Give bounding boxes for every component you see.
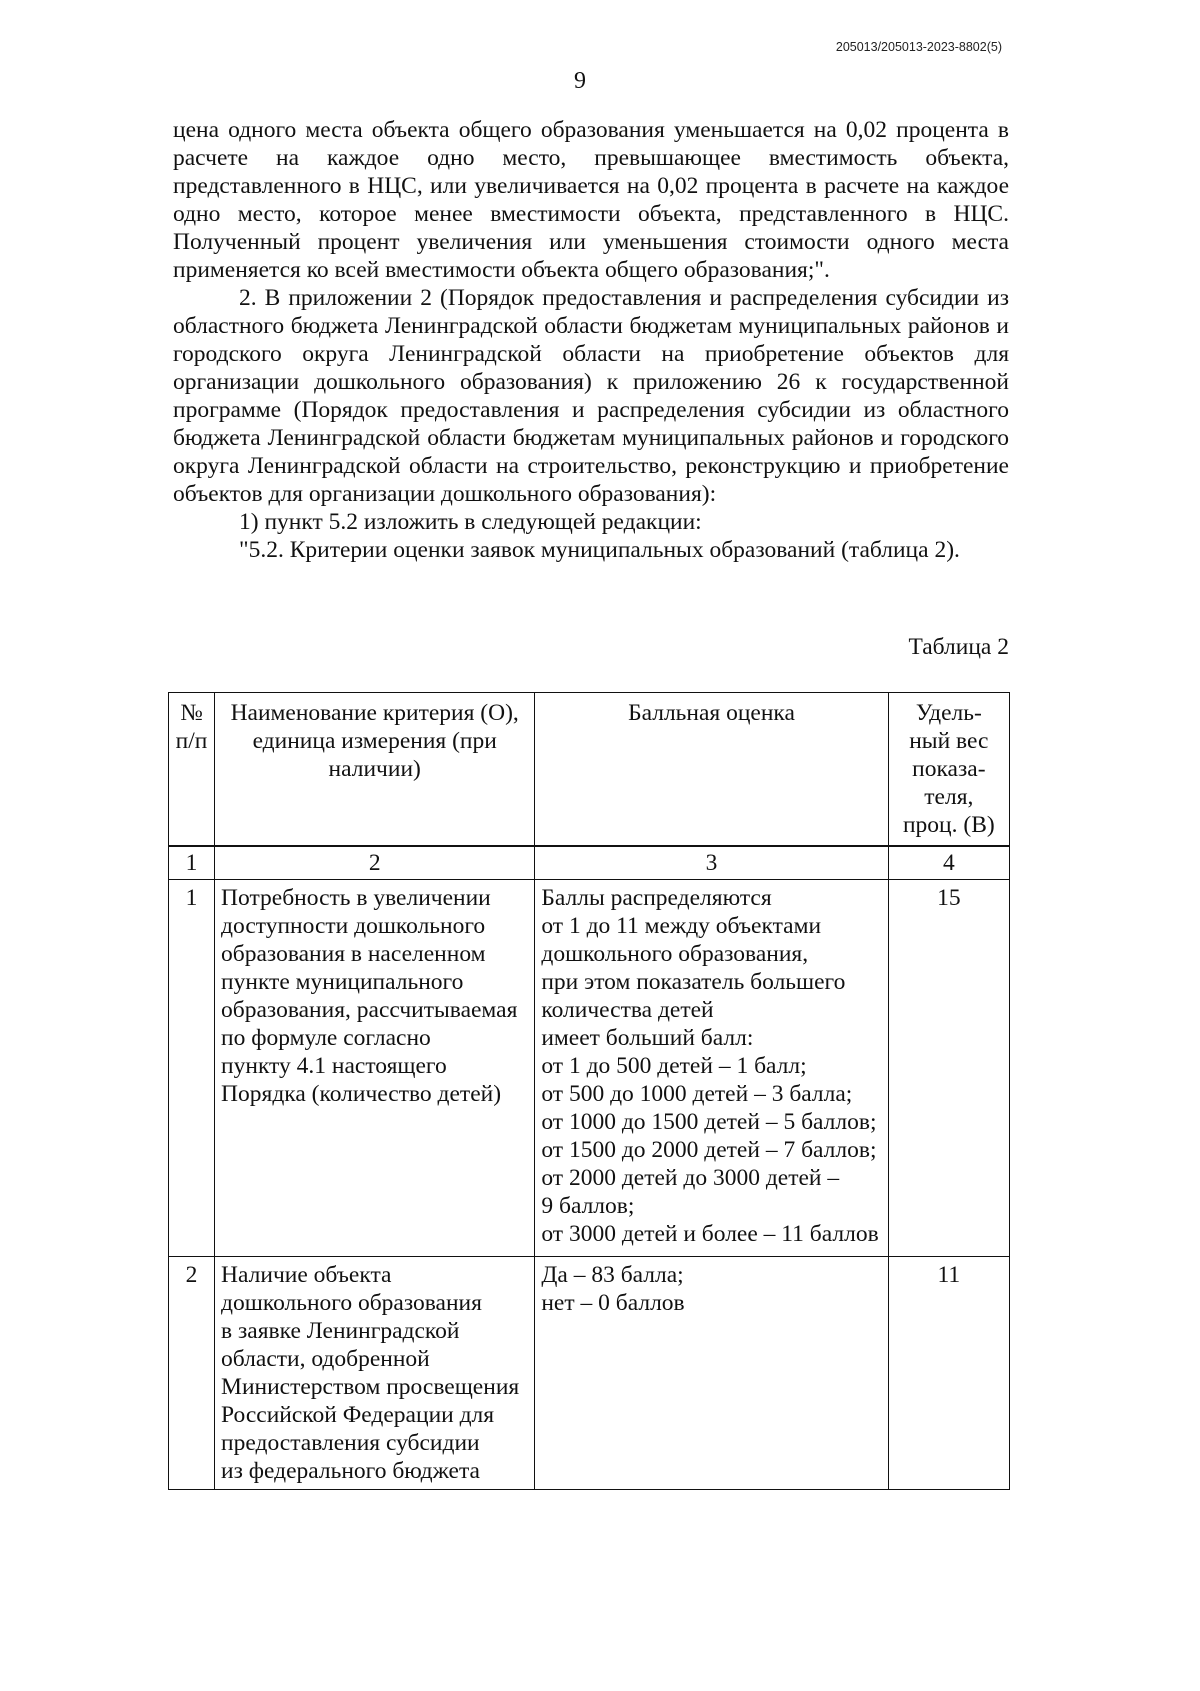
paragraph-appendix-2: 2. В приложении 2 (Порядок предоставления и распределения субсидии из областного бюджета Ленинградской области бюджетам муниципальных районов и городского округа Ленинградской области на приобретение объектов для организации дошкольного образования) к приложению 26 к государственной программе (Порядок предоставления и распределения субсидии из областного бюджета Ленинградской области бюджетам муниципальных районов и городского округа Ленинградской области на строительство, реконструкцию и приобретение объектов для организации дошкольного образования): xyxy=(173,285,1009,507)
table-header-row xyxy=(169,693,1010,847)
score-description: Да – 83 балла; нет – 0 баллов xyxy=(535,1257,888,1490)
document-registration-number: 205013/205013-2023-8802(5) xyxy=(835,40,1002,54)
column-number: 2 xyxy=(215,846,535,880)
table-caption: Таблица 2 xyxy=(908,634,1009,660)
weight-value: 15 xyxy=(888,880,1009,1257)
criterion-name: Потребность в увеличении доступности дошкольного образования в населенном пункте муниципального образования, рассчитываемая по формуле согласно пункту 4.1 настоящего Порядка (количество детей) xyxy=(215,880,535,1257)
header-criterion-name: Наименование критерия (О), единица измерения (при наличии) xyxy=(215,693,535,847)
header-number: № п/п xyxy=(169,693,215,847)
paragraph-item-5-2: "5.2. Критерии оценки заявок муниципальных образований (таблица 2). xyxy=(239,537,960,563)
table-row xyxy=(169,880,1010,1257)
row-number: 1 xyxy=(169,880,215,1257)
header-score: Балльная оценка xyxy=(535,693,888,847)
document-body xyxy=(173,116,1009,564)
criterion-name: Наличие объекта дошкольного образования в заявке Ленинградской области, одобренной Министерством просвещения Российской Федерации для предоставления субсидии из федерального бюджета xyxy=(215,1257,535,1490)
paragraph-item-1: 1) пункт 5.2 изложить в следующей редакции: xyxy=(239,509,702,535)
row-number: 2 xyxy=(169,1257,215,1490)
weight-value: 11 xyxy=(888,1257,1009,1490)
header-weight: Удель- ный вес показа- теля, проц. (В) xyxy=(888,693,1009,847)
score-description: Баллы распределяются от 1 до 11 между объектами дошкольного образования, при этом показатель большего количества детей имеет больший балл: от 1 до 500 детей – 1 балл; от 500 до 1000 детей – 3 балла; от 1000 до 1500 детей – 5 баллов; от 1500 до 2000 детей – 7 баллов; от 2000 детей до 3000 детей – 9 баллов; от 3000 детей и более – 11 баллов xyxy=(535,880,888,1257)
column-number: 3 xyxy=(535,846,888,880)
criteria-table xyxy=(168,692,1010,1490)
page-number: 9 xyxy=(574,68,586,94)
paragraph-continuation: цена одного места объекта общего образования уменьшается на 0,02 процента в расчете на каждое одно место, превышающее вместимость объекта, представленного в НЦС, или увеличивается на 0,02 процента в расчете на каждое одно место, которое менее вместимости объекта, представленного в НЦС. Полученный процент увеличения или уменьшения стоимости одного места применяется ко всей вместимости объекта общего образования;". xyxy=(173,117,1009,283)
column-number: 4 xyxy=(888,846,1009,880)
column-number: 1 xyxy=(169,846,215,880)
table-row xyxy=(169,1257,1010,1490)
column-number-row xyxy=(169,846,1010,880)
